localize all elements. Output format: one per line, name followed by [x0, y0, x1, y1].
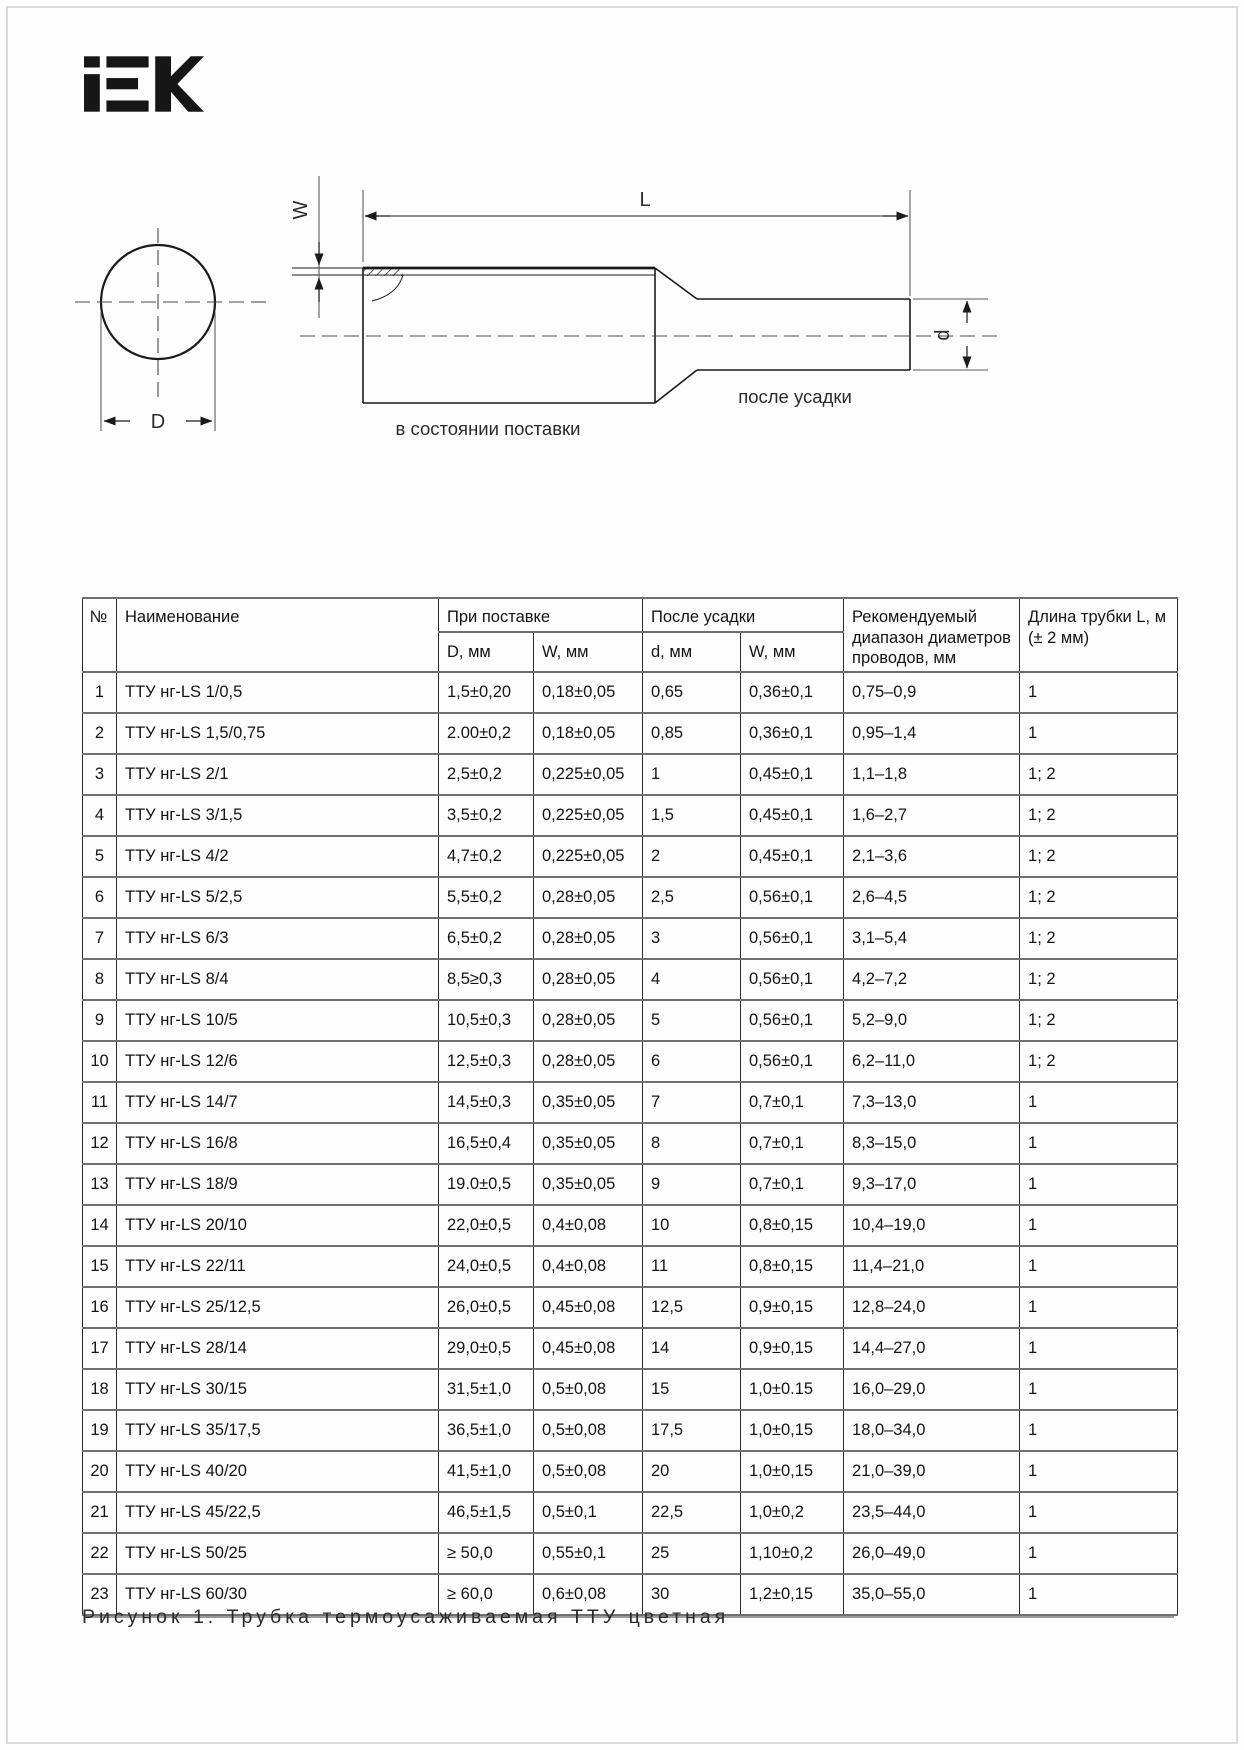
- supply-w-cell: 0,4±0,08: [534, 1205, 643, 1246]
- name-cell: ТТУ нг-LS 25/12,5: [117, 1287, 439, 1328]
- tube-length-cell: 1; 2: [1020, 918, 1178, 959]
- wire-range-cell: 0,75–0,9: [844, 672, 1020, 713]
- wire-range-cell: 8,3–15,0: [844, 1123, 1020, 1164]
- table-row: [83, 836, 1178, 877]
- wire-range-cell: 1,1–1,8: [844, 754, 1020, 795]
- supply-d-cell: 16,5±0,4: [439, 1123, 534, 1164]
- tube-length-cell: 1: [1020, 1123, 1178, 1164]
- shrink-d-cell: 22,5: [643, 1492, 741, 1533]
- name-cell: ТТУ нг-LS 28/14: [117, 1328, 439, 1369]
- row-num-cell: 14: [83, 1205, 117, 1246]
- supply-d-cell: 12,5±0,3: [439, 1041, 534, 1082]
- supply-w-cell: 0,5±0,08: [534, 1369, 643, 1410]
- row-num-cell: 8: [83, 959, 117, 1000]
- shrink-d-cell: 7: [643, 1082, 741, 1123]
- shrink-w-cell: 0,56±0,1: [741, 1041, 844, 1082]
- figure-caption: Рисунок 1. Трубка термоусаживаемая ТТУ цветная: [82, 1606, 730, 1628]
- shrink-w-cell: 1,2±0,15: [741, 1574, 844, 1615]
- shrink-d-cell: 2,5: [643, 877, 741, 918]
- tube-length-cell: 1; 2: [1020, 836, 1178, 877]
- supply-d-cell: 19.0±0,5: [439, 1164, 534, 1205]
- tube-length-cell: 1: [1020, 1246, 1178, 1287]
- name-cell: ТТУ нг-LS 4/2: [117, 836, 439, 877]
- col-supply-w-header: W, мм: [534, 632, 643, 672]
- shrink-w-cell: 0,9±0,15: [741, 1328, 844, 1369]
- shrink-d-cell: 1,5: [643, 795, 741, 836]
- name-cell: ТТУ нг-LS 5/2,5: [117, 877, 439, 918]
- table-row: [83, 918, 1178, 959]
- supply-w-cell: 0,28±0,05: [534, 918, 643, 959]
- supply-d-cell: 36,5±1,0: [439, 1410, 534, 1451]
- shrink-w-cell: 0,7±0,1: [741, 1082, 844, 1123]
- wire-range-cell: 23,5–44,0: [844, 1492, 1020, 1533]
- row-num-cell: 5: [83, 836, 117, 877]
- supply-d-cell: ≥ 60,0: [439, 1574, 534, 1615]
- wire-range-cell: 6,2–11,0: [844, 1041, 1020, 1082]
- supply-w-cell: 0,5±0,1: [534, 1492, 643, 1533]
- dim-W-label: W: [290, 200, 312, 220]
- shrink-d-cell: 30: [643, 1574, 741, 1615]
- shrink-w-cell: 0,56±0,1: [741, 959, 844, 1000]
- supply-w-cell: 0,35±0,05: [534, 1123, 643, 1164]
- shrink-w-cell: 0,56±0,1: [741, 1000, 844, 1041]
- wire-range-cell: 26,0–49,0: [844, 1533, 1020, 1574]
- shrink-d-cell: 8: [643, 1123, 741, 1164]
- supply-w-cell: 0,225±0,05: [534, 754, 643, 795]
- wire-range-cell: 21,0–39,0: [844, 1451, 1020, 1492]
- row-num-cell: 2: [83, 713, 117, 754]
- supply-d-cell: 2.00±0,2: [439, 713, 534, 754]
- shrink-d-cell: 10: [643, 1205, 741, 1246]
- shrink-w-cell: 1,0±0.15: [741, 1369, 844, 1410]
- shrink-d-cell: 17,5: [643, 1410, 741, 1451]
- shrink-w-cell: 1,10±0,2: [741, 1533, 844, 1574]
- table-row: [83, 1287, 1178, 1328]
- tube-length-cell: 1; 2: [1020, 877, 1178, 918]
- supply-w-cell: 0,55±0,1: [534, 1533, 643, 1574]
- row-num-cell: 20: [83, 1451, 117, 1492]
- supply-w-cell: 0,35±0,05: [534, 1082, 643, 1123]
- supply-d-cell: 5,5±0,2: [439, 877, 534, 918]
- col-shrink-d-header: d, мм: [643, 632, 741, 672]
- table-row: [83, 1123, 1178, 1164]
- name-cell: ТТУ нг-LS 30/15: [117, 1369, 439, 1410]
- shrink-w-cell: 0,56±0,1: [741, 877, 844, 918]
- table-row: [83, 1082, 1178, 1123]
- shrink-d-cell: 25: [643, 1533, 741, 1574]
- supply-w-cell: 0,45±0,08: [534, 1328, 643, 1369]
- row-num-cell: 18: [83, 1369, 117, 1410]
- shrink-d-cell: 3: [643, 918, 741, 959]
- dim-D-label: D: [150, 411, 166, 433]
- supply-d-cell: 2,5±0,2: [439, 754, 534, 795]
- col-length-header: Длина трубки L, м (± 2 мм): [1020, 598, 1178, 672]
- table-row: [83, 1369, 1178, 1410]
- table-row: [83, 1533, 1178, 1574]
- tube-length-cell: 1: [1020, 1205, 1178, 1246]
- tube-length-cell: 1; 2: [1020, 1000, 1178, 1041]
- supply-w-cell: 0,45±0,08: [534, 1287, 643, 1328]
- spec-table-container: [82, 597, 1178, 1616]
- name-cell: ТТУ нг-LS 6/3: [117, 918, 439, 959]
- supply-d-cell: 10,5±0,3: [439, 1000, 534, 1041]
- name-cell: ТТУ нг-LS 8/4: [117, 959, 439, 1000]
- supply-w-cell: 0,225±0,05: [534, 836, 643, 877]
- table-row: [83, 754, 1178, 795]
- tube-length-cell: 1; 2: [1020, 754, 1178, 795]
- table-row: [83, 1410, 1178, 1451]
- shrink-w-cell: 0,8±0,15: [741, 1205, 844, 1246]
- name-cell: ТТУ нг-LS 2/1: [117, 754, 439, 795]
- supplied-state-label: в состоянии поставки: [395, 418, 581, 439]
- wire-range-cell: 4,2–7,2: [844, 959, 1020, 1000]
- row-num-cell: 22: [83, 1533, 117, 1574]
- supply-w-cell: 0,5±0,08: [534, 1451, 643, 1492]
- name-cell: ТТУ нг-LS 16/8: [117, 1123, 439, 1164]
- shrink-d-cell: 0,65: [643, 672, 741, 713]
- table-row: [83, 1328, 1178, 1369]
- tube-front-view: [75, 228, 268, 433]
- supply-d-cell: 22,0±0,5: [439, 1205, 534, 1246]
- name-cell: ТТУ нг-LS 14/7: [117, 1082, 439, 1123]
- dim-L: [363, 189, 910, 296]
- tube-length-cell: 1: [1020, 1287, 1178, 1328]
- shrink-w-cell: 1,0±0,2: [741, 1492, 844, 1533]
- row-num-cell: 9: [83, 1000, 117, 1041]
- row-num-cell: 7: [83, 918, 117, 959]
- shrink-w-cell: 1,0±0,15: [741, 1451, 844, 1492]
- shrink-w-cell: 0,56±0,1: [741, 918, 844, 959]
- name-cell: ТТУ нг-LS 22/11: [117, 1246, 439, 1287]
- supply-d-cell: 4,7±0,2: [439, 836, 534, 877]
- tube-length-cell: 1: [1020, 1574, 1178, 1615]
- supply-d-cell: 6,5±0,2: [439, 918, 534, 959]
- wire-range-cell: 12,8–24,0: [844, 1287, 1020, 1328]
- tube-length-cell: 1: [1020, 1451, 1178, 1492]
- supply-w-cell: 0,28±0,05: [534, 959, 643, 1000]
- tube-shrunk-view: [300, 268, 1000, 403]
- shrink-w-cell: 0,8±0,15: [741, 1246, 844, 1287]
- col-range-header: Рекомендуемый диапазон диаметров проводов, мм: [844, 598, 1020, 672]
- shrink-d-cell: 0,85: [643, 713, 741, 754]
- row-num-cell: 19: [83, 1410, 117, 1451]
- supply-d-cell: 24,0±0,5: [439, 1246, 534, 1287]
- technical-drawing: [60, 150, 1120, 450]
- shrink-d-cell: 12,5: [643, 1287, 741, 1328]
- wire-range-cell: 9,3–17,0: [844, 1164, 1020, 1205]
- iek-logo: [84, 56, 204, 112]
- table-row: [83, 1000, 1178, 1041]
- shrink-d-cell: 14: [643, 1328, 741, 1369]
- dim-d-label: d: [932, 329, 954, 341]
- table-row: [83, 795, 1178, 836]
- supply-d-cell: 14,5±0,3: [439, 1082, 534, 1123]
- table-row: [83, 1205, 1178, 1246]
- name-cell: ТТУ нг-LS 3/1,5: [117, 795, 439, 836]
- supply-d-cell: 29,0±0,5: [439, 1328, 534, 1369]
- row-num-cell: 15: [83, 1246, 117, 1287]
- shrink-d-cell: 5: [643, 1000, 741, 1041]
- row-num-cell: 3: [83, 754, 117, 795]
- supply-d-cell: 1,5±0,20: [439, 672, 534, 713]
- table-row: [83, 672, 1178, 713]
- wire-range-cell: 5,2–9,0: [844, 1000, 1020, 1041]
- wire-range-cell: 10,4–19,0: [844, 1205, 1020, 1246]
- shrink-w-cell: 0,36±0,1: [741, 713, 844, 754]
- wire-range-cell: 0,95–1,4: [844, 713, 1020, 754]
- row-num-cell: 1: [83, 672, 117, 713]
- shrink-w-cell: 0,7±0,1: [741, 1164, 844, 1205]
- dim-d: [913, 299, 988, 370]
- tube-length-cell: 1: [1020, 1492, 1178, 1533]
- supply-w-cell: 0,225±0,05: [534, 795, 643, 836]
- name-cell: ТТУ нг-LS 50/25: [117, 1533, 439, 1574]
- row-num-cell: 10: [83, 1041, 117, 1082]
- supply-d-cell: 26,0±0,5: [439, 1287, 534, 1328]
- wire-range-cell: 35,0–55,0: [844, 1574, 1020, 1615]
- supply-d-cell: 31,5±1,0: [439, 1369, 534, 1410]
- row-num-cell: 17: [83, 1328, 117, 1369]
- shrink-d-cell: 4: [643, 959, 741, 1000]
- shrink-d-cell: 15: [643, 1369, 741, 1410]
- supply-w-cell: 0,28±0,05: [534, 1041, 643, 1082]
- name-cell: ТТУ нг-LS 20/10: [117, 1205, 439, 1246]
- tube-length-cell: 1: [1020, 672, 1178, 713]
- shrink-w-cell: 0,45±0,1: [741, 836, 844, 877]
- supply-w-cell: 0,35±0,05: [534, 1164, 643, 1205]
- name-cell: ТТУ нг-LS 45/22,5: [117, 1492, 439, 1533]
- row-num-cell: 13: [83, 1164, 117, 1205]
- shrink-d-cell: 2: [643, 836, 741, 877]
- tube-length-cell: 1; 2: [1020, 959, 1178, 1000]
- shrunk-state-label: после усадки: [738, 386, 852, 407]
- dim-L-label: L: [639, 189, 651, 211]
- name-cell: ТТУ нг-LS 40/20: [117, 1451, 439, 1492]
- supply-w-cell: 0,28±0,05: [534, 1000, 643, 1041]
- shrink-w-cell: 1,0±0,15: [741, 1410, 844, 1451]
- col-supply-group-header: При поставке: [439, 598, 643, 632]
- name-cell: ТТУ нг-LS 1,5/0,75: [117, 713, 439, 754]
- supply-d-cell: 41,5±1,0: [439, 1451, 534, 1492]
- tube-length-cell: 1: [1020, 1369, 1178, 1410]
- col-shrink-w-header: W, мм: [741, 632, 844, 672]
- shrink-d-cell: 9: [643, 1164, 741, 1205]
- table-row: [83, 1492, 1178, 1533]
- spec-table: [82, 597, 1178, 1616]
- shrink-w-cell: 0,9±0,15: [741, 1287, 844, 1328]
- table-row: [83, 713, 1178, 754]
- table-row: [83, 1041, 1178, 1082]
- row-num-cell: 11: [83, 1082, 117, 1123]
- wire-range-cell: 16,0–29,0: [844, 1369, 1020, 1410]
- name-cell: ТТУ нг-LS 1/0,5: [117, 672, 439, 713]
- row-num-cell: 16: [83, 1287, 117, 1328]
- shrink-w-cell: 0,7±0,1: [741, 1123, 844, 1164]
- tube-length-cell: 1; 2: [1020, 1041, 1178, 1082]
- wire-range-cell: 14,4–27,0: [844, 1328, 1020, 1369]
- table-row: [83, 959, 1178, 1000]
- col-name-header: Наименование: [117, 598, 439, 672]
- shrink-w-cell: 0,45±0,1: [741, 795, 844, 836]
- dim-W: [290, 176, 319, 318]
- col-shrink-group-header: После усадки: [643, 598, 844, 632]
- wire-range-cell: 1,6–2,7: [844, 795, 1020, 836]
- tube-length-cell: 1; 2: [1020, 795, 1178, 836]
- shrink-w-cell: 0,36±0,1: [741, 672, 844, 713]
- name-cell: ТТУ нг-LS 35/17,5: [117, 1410, 439, 1451]
- wire-range-cell: 2,6–4,5: [844, 877, 1020, 918]
- row-num-cell: 21: [83, 1492, 117, 1533]
- tube-length-cell: 1: [1020, 1082, 1178, 1123]
- wire-range-cell: 11,4–21,0: [844, 1246, 1020, 1287]
- shrink-d-cell: 6: [643, 1041, 741, 1082]
- shrink-d-cell: 11: [643, 1246, 741, 1287]
- supply-w-cell: 0,18±0,05: [534, 713, 643, 754]
- tube-length-cell: 1: [1020, 1533, 1178, 1574]
- supply-w-cell: 0,5±0,08: [534, 1410, 643, 1451]
- shrink-w-cell: 0,45±0,1: [741, 754, 844, 795]
- wire-range-cell: 7,3–13,0: [844, 1082, 1020, 1123]
- row-num-cell: 12: [83, 1123, 117, 1164]
- supply-w-cell: 0,28±0,05: [534, 877, 643, 918]
- tube-length-cell: 1: [1020, 1164, 1178, 1205]
- supply-d-cell: 8,5≥0,3: [439, 959, 534, 1000]
- shrink-d-cell: 20: [643, 1451, 741, 1492]
- table-row: [83, 1246, 1178, 1287]
- table-row: [83, 877, 1178, 918]
- wire-range-cell: 3,1–5,4: [844, 918, 1020, 959]
- supply-w-cell: 0,6±0,08: [534, 1574, 643, 1615]
- supply-w-cell: 0,4±0,08: [534, 1246, 643, 1287]
- name-cell: ТТУ нг-LS 18/9: [117, 1164, 439, 1205]
- row-num-cell: 4: [83, 795, 117, 836]
- col-supply-d-header: D, мм: [439, 632, 534, 672]
- col-num-header: №: [83, 598, 117, 672]
- supply-d-cell: ≥ 50,0: [439, 1533, 534, 1574]
- tube-length-cell: 1: [1020, 713, 1178, 754]
- tube-length-cell: 1: [1020, 1410, 1178, 1451]
- supply-d-cell: 3,5±0,2: [439, 795, 534, 836]
- shrink-d-cell: 1: [643, 754, 741, 795]
- name-cell: ТТУ нг-LS 60/30: [117, 1574, 439, 1615]
- name-cell: ТТУ нг-LS 12/6: [117, 1041, 439, 1082]
- wire-range-cell: 18,0–34,0: [844, 1410, 1020, 1451]
- supply-w-cell: 0,18±0,05: [534, 672, 643, 713]
- tube-length-cell: 1: [1020, 1328, 1178, 1369]
- table-row: [83, 1451, 1178, 1492]
- wire-range-cell: 2,1–3,6: [844, 836, 1020, 877]
- row-num-cell: 6: [83, 877, 117, 918]
- supply-d-cell: 46,5±1,5: [439, 1492, 534, 1533]
- table-row: [83, 1164, 1178, 1205]
- row-num-cell: 23: [83, 1574, 117, 1615]
- name-cell: ТТУ нг-LS 10/5: [117, 1000, 439, 1041]
